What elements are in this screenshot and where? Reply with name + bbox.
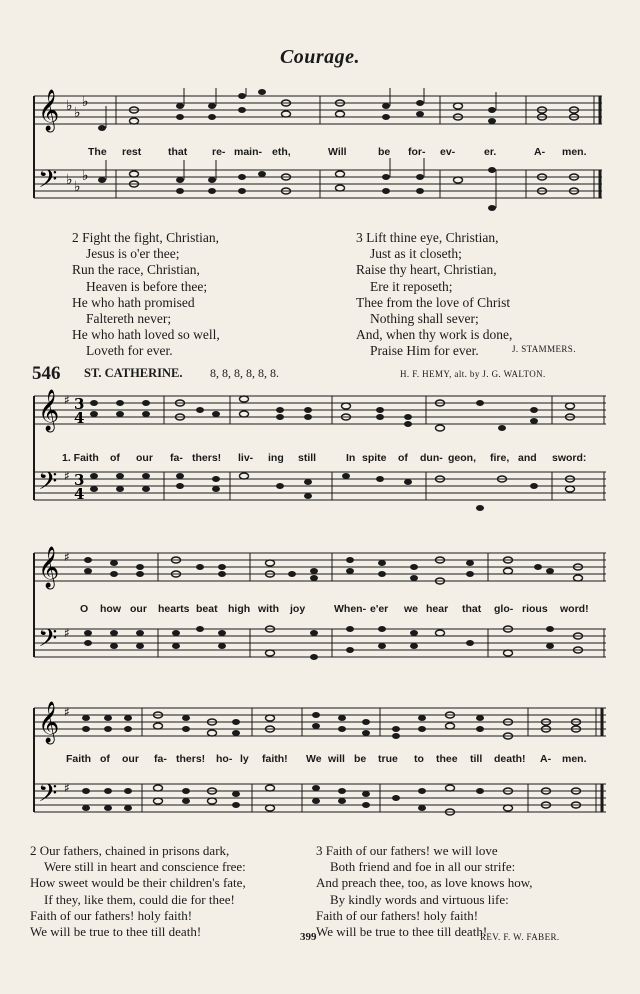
lyric-word: will xyxy=(328,753,345,765)
lyric-word: joy xyxy=(290,603,306,615)
verse-line: Loveth for ever. xyxy=(86,343,173,359)
verse-line: 3 Lift thine eye, Christian, xyxy=(356,230,499,245)
lyric-line-2 xyxy=(0,603,640,617)
lyric-word: word! xyxy=(560,603,589,615)
verse-line: 2 Our fathers, chained in prisons dark, xyxy=(30,843,230,858)
verse-line: Thee from the love of Christ xyxy=(356,294,511,310)
lyric-word: fa- xyxy=(154,753,167,765)
verse-line: Nothing shall sever; xyxy=(370,310,479,326)
verse-2 xyxy=(30,843,246,940)
svg-text:♭: ♭ xyxy=(74,179,81,195)
lyric-word: our xyxy=(130,603,147,615)
verse-line: Were still in heart and conscience free: xyxy=(44,859,246,875)
svg-text:♯: ♯ xyxy=(64,393,70,407)
lyric-line-1 xyxy=(0,452,640,466)
lyric-word: true xyxy=(378,753,398,765)
verse-3-courage xyxy=(356,230,512,360)
lyric-word: thee xyxy=(436,753,458,765)
svg-text:♭: ♭ xyxy=(74,105,81,121)
lyric-word: our xyxy=(136,452,153,464)
verse-line: How sweet would be their children's fate, xyxy=(30,875,246,891)
lyric-word: thers! xyxy=(192,452,222,464)
lyric-word: sword: xyxy=(552,452,587,464)
lyric-word: We xyxy=(306,753,322,765)
lyric-word: with xyxy=(258,603,279,615)
verse-line: He who hath loved so well, xyxy=(72,327,220,343)
lyric-word: for- xyxy=(408,146,426,158)
lyric-word: ev- xyxy=(440,146,456,158)
svg-text:𝄞: 𝄞 xyxy=(38,90,60,131)
lyric-word: O xyxy=(80,603,89,615)
verse-line: And preach thee, too, as love knows how, xyxy=(316,875,533,891)
verse-2-courage xyxy=(72,230,220,360)
lyric-word: of xyxy=(398,452,408,464)
lyric-word: and xyxy=(518,452,537,464)
lyric-word: hearts xyxy=(158,603,190,615)
lyric-word: ly xyxy=(240,753,249,765)
lyric-word: The xyxy=(88,146,107,158)
lyric-word: faith! xyxy=(262,753,288,765)
lyric-line-3 xyxy=(0,753,640,767)
lyric-word: be xyxy=(378,146,391,158)
lyric-word: ho- xyxy=(216,753,233,765)
svg-text:♭: ♭ xyxy=(82,94,89,110)
svg-text:♭: ♭ xyxy=(66,98,73,114)
lyric-word: thers! xyxy=(176,753,206,765)
lyric-word: A- xyxy=(534,146,546,158)
lyric-word: dun- xyxy=(420,452,443,464)
lyric-word: eth, xyxy=(272,146,291,158)
lyric-word: e'er xyxy=(370,603,389,615)
verse-line: Raise thy heart, Christian, xyxy=(356,262,497,278)
verse-line: Faith of our fathers! holy faith! xyxy=(316,907,479,923)
lyric-word: Will xyxy=(328,146,347,158)
author-credit: REV. F. W. FABER. xyxy=(480,932,560,942)
verse-line: Run the race, Christian, xyxy=(72,262,200,278)
hymn-number: 546 xyxy=(32,363,61,384)
svg-text:𝄢: 𝄢 xyxy=(38,624,58,659)
lyric-word: liv- xyxy=(238,452,254,464)
verse-line: He who hath promised xyxy=(72,294,195,310)
lyric-word: rest xyxy=(122,146,142,158)
lyric-word: glo- xyxy=(494,603,514,615)
lyric-word: high xyxy=(228,603,251,615)
lyric-word: A- xyxy=(540,753,552,765)
svg-text:3: 3 xyxy=(74,471,85,489)
verse-line: Just as it closeth; xyxy=(370,246,462,262)
lyric-word: In xyxy=(346,452,356,464)
lyric-word: beat xyxy=(196,603,218,615)
tune-name: ST. CATHERINE. xyxy=(84,366,183,380)
svg-text:4: 4 xyxy=(74,409,85,427)
hymn-meter: 8, 8, 8, 8, 8, 8. xyxy=(210,366,279,380)
lyric-word: hear xyxy=(426,603,449,615)
svg-text:𝄢: 𝄢 xyxy=(38,467,58,502)
lyric-word: be xyxy=(354,753,367,765)
lyric-word: rious xyxy=(522,603,548,615)
svg-text:4: 4 xyxy=(74,485,85,503)
lyric-word: to xyxy=(414,753,424,765)
author-credit-courage: J. STAMMERS. xyxy=(512,344,576,354)
svg-text:𝄞: 𝄞 xyxy=(38,390,60,431)
lyric-word: our xyxy=(122,753,139,765)
lyric-word: ing xyxy=(268,452,284,464)
lyric-word: 1. Faith xyxy=(62,452,99,464)
verse-line: We will be true to thee till death! xyxy=(316,923,488,939)
svg-text:𝄢: 𝄢 xyxy=(38,779,58,814)
svg-text:♭: ♭ xyxy=(66,172,73,188)
verse-3 xyxy=(316,843,533,940)
lyric-line-courage xyxy=(0,146,640,160)
verse-line: We will be true to thee till death! xyxy=(30,923,202,939)
svg-text:𝄞: 𝄞 xyxy=(38,547,60,588)
verse-line: And, when thy work is done, xyxy=(356,327,513,343)
page-number: 399 xyxy=(300,931,317,943)
lyric-word: of xyxy=(110,452,120,464)
lyric-word: men. xyxy=(562,146,587,158)
verse-line: Both friend and foe in all our strife: xyxy=(330,859,516,875)
svg-text:♯: ♯ xyxy=(64,626,70,640)
verse-line: 2 Fight the fight, Christian, xyxy=(72,230,219,245)
verse-line: Praise Him for ever. xyxy=(370,343,479,359)
svg-text:♯: ♯ xyxy=(64,781,70,795)
svg-text:♯: ♯ xyxy=(64,705,70,719)
lyric-word: When- xyxy=(334,603,367,615)
svg-text:♯: ♯ xyxy=(64,469,70,483)
hymn-title: Courage. xyxy=(279,46,361,68)
lyric-word: fa- xyxy=(170,452,183,464)
lyric-word: spite xyxy=(362,452,387,464)
lyric-word: re- xyxy=(212,146,226,158)
lyric-word: men. xyxy=(562,753,587,765)
verse-line: Faltereth never; xyxy=(86,310,172,326)
composer-credit: H. F. HEMY, alt. by J. G. WALTON. xyxy=(400,369,546,379)
verse-line: If they, like them, could die for thee! xyxy=(44,891,235,907)
lyric-word: main- xyxy=(234,146,263,158)
lyric-word: fire, xyxy=(490,452,510,464)
lyric-word: still xyxy=(298,452,317,464)
lyric-word: er. xyxy=(484,146,497,158)
lyric-word: death! xyxy=(494,753,526,765)
verse-line: 3 Faith of our fathers! we will love xyxy=(316,843,498,858)
lyric-word: that xyxy=(462,603,482,615)
lyric-word: geon, xyxy=(448,452,476,464)
lyric-word: we xyxy=(404,603,419,615)
lyric-word: Faith xyxy=(66,753,92,765)
verse-line: By kindly words and virtuous life: xyxy=(330,891,509,907)
lyric-word: how xyxy=(100,603,121,615)
verse-line: Ere it reposeth; xyxy=(370,278,453,294)
svg-text:𝄞: 𝄞 xyxy=(38,702,60,743)
svg-text:♭: ♭ xyxy=(82,168,89,184)
svg-text:𝄢: 𝄢 xyxy=(38,165,58,200)
verse-line: Jesus is o'er thee; xyxy=(86,246,180,262)
lyric-word: of xyxy=(100,753,110,765)
svg-text:3: 3 xyxy=(74,395,85,413)
svg-text:♯: ♯ xyxy=(64,550,70,564)
lyric-word: till xyxy=(470,753,483,765)
verse-line: Heaven is before thee; xyxy=(86,278,208,294)
verse-line: Faith of our fathers! holy faith! xyxy=(30,907,193,923)
lyric-word: that xyxy=(168,146,188,158)
